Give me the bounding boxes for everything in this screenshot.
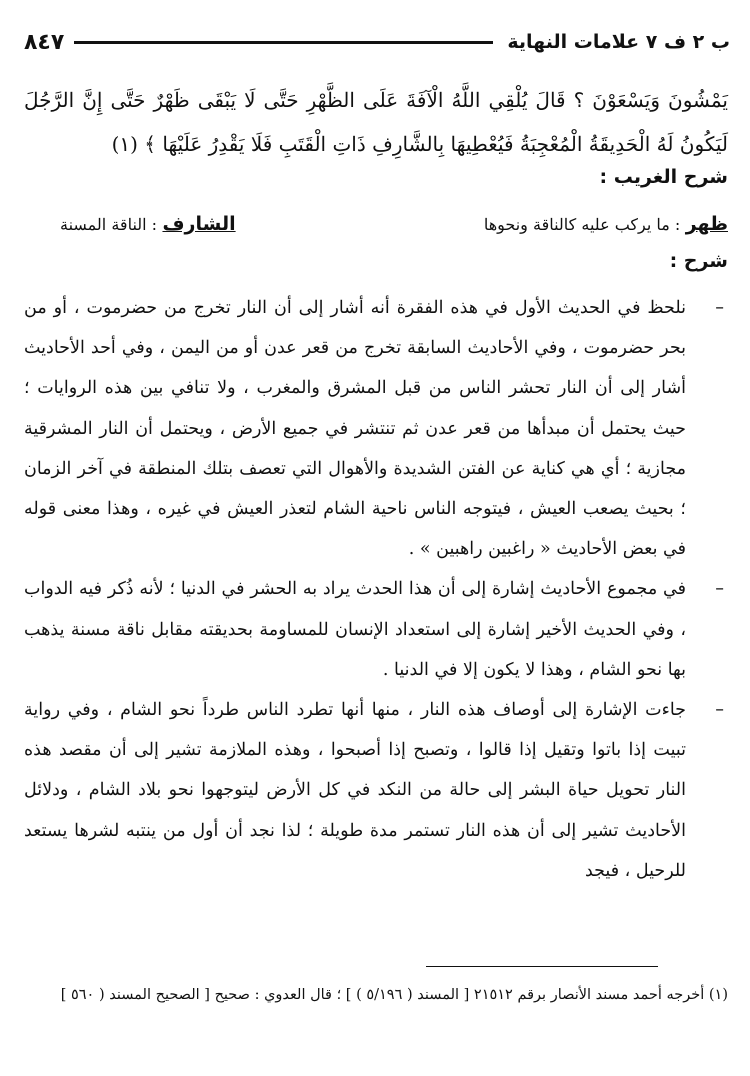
paragraph-text: نلحظ في الحديث الأول في هذه الفقرة أنه أشار إلى أن النار تخرج من حضرموت ، أو من بحر حضرموت ، وفي الأحاديث السابقة تخرج من قعر عدن أو من اليمن ، وفي أحد الأحاديث أشار إلى أن النار تحشر الناس من قبل المشرق والمغرب ، ولا تنافي بين هذه الروايات ؛ حيث يحتمل أن مبدأها من قعر عدن ثم تنتشر في جميع الأرض ، ويحتمل أن النار المشرقية مجازية ؛ أي هي كناية عن الفتن الشديدة والأهوال التي تعصف بتلك المنطقة في آخر الزمان ؛ بحيث يصعب العيش ، فيتوجه الناس ناحية الشام لتعذر العيش في غيره ، وهذا معنى قوله في بعض الأحاديث « راغبين راهبين » . xyxy=(24,298,686,560)
chapter-title: ب ٢ ف ٧ علامات النهاية xyxy=(507,31,730,53)
gloss-entry-dhahr xyxy=(484,213,728,235)
page-number: ٨٤٧ xyxy=(24,29,65,55)
sharh-paragraph-list xyxy=(24,288,728,891)
hadith-text: يَمْشُونَ وَيَسْعَوْنَ ؟ قَالَ يُلْقِي اللَّهُ الْآفَةَ عَلَى الظَّهْرِ حَتَّى لَا يَبْقَى ظَهْرٌ حَتَّى إِنَّ الرَّجُلَ لَيَكُونُ لَهُ الْحَدِيقَةُ الْمُعْجِبَةُ فَيُعْطِيهَا بِالشَّارِفِ ذَاتِ الْقَتَبِ فَلَا يَقْدِرُ عَلَيْهَا ﴾ (١) xyxy=(24,88,728,156)
hadith-text-block xyxy=(24,78,728,166)
footnote-text: (١) أخرجه أحمد مسند الأنصار برقم ٢١٥١٢ [ المسند ( ٥/١٩٦ ) ] ؛ قال العدوي : صحيح [ الصحيح المسند ( ٥٦٠ ] xyxy=(60,987,728,1003)
list-item xyxy=(24,569,728,690)
footnote-divider xyxy=(426,966,658,967)
gharib-heading: شرح الغريب : xyxy=(599,166,728,188)
gloss-term: ظهر xyxy=(685,213,728,235)
gharib-glossary xyxy=(60,206,728,242)
list-item xyxy=(24,690,728,891)
sharh-heading: شرح : xyxy=(669,250,728,272)
dash-bullet: – xyxy=(715,579,724,600)
gloss-definition: : الناقة المسنة xyxy=(60,215,158,234)
gloss-definition: : ما يركب عليه كالناقة ونحوها xyxy=(483,215,681,234)
paragraph-text: جاءت الإشارة إلى أوصاف هذه النار ، منها أنها تطرد الناس طرداً نحو الشام ، وفي رواية تبيت إذا باتوا وتقيل إذا قالوا ، وتصبح إذا أصبحوا ، وهذه الملازمة تشير إلى أن مقصد هذه النار تحويل حياة البشر إلى حالة من النكد في كل الأرض ليتوجهوا نحو بلاد الشام ، ودلائل الأحاديث تشير إلى أن هذه النار تستمر مدة طويلة ؛ لذا نجد أن أول من ينتبه لشرها يستعد للرحيل ، فيجد xyxy=(24,700,686,881)
header-rule xyxy=(74,41,493,44)
dash-bullet: – xyxy=(715,298,724,318)
footnote-block xyxy=(24,978,728,1012)
gloss-term: الشارف xyxy=(162,213,236,235)
list-item xyxy=(24,288,728,569)
running-header xyxy=(24,22,730,62)
gloss-entry-sharif xyxy=(60,213,236,235)
dash-bullet: – xyxy=(715,700,724,721)
paragraph-text: في مجموع الأحاديث إشارة إلى أن هذا الحدث يراد به الحشر في الدنيا ؛ لأنه ذُكر فيه الدواب ، وفي الحديث الأخير إشارة إلى استعداد الإنسان للمساومة بحديقته مقابل ناقة مسنة يذهب بها نحو الشام ، وهذا لا يكون إلا في الدنيا . xyxy=(24,579,686,680)
